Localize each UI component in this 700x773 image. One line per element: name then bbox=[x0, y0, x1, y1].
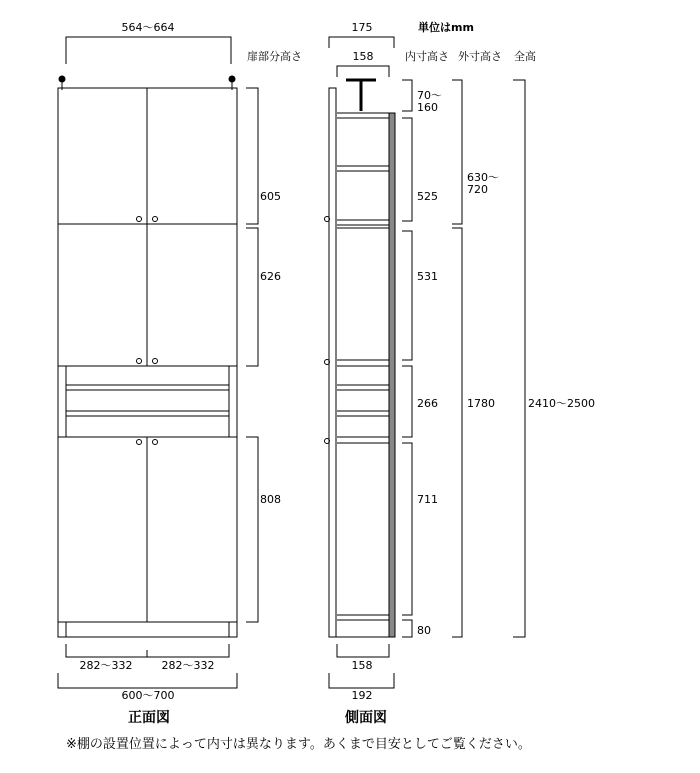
door-knob bbox=[153, 359, 158, 364]
front-bottom-width-right: 282〜332 bbox=[161, 659, 215, 672]
inner-height-bracket bbox=[402, 80, 412, 111]
unit-label: 単位はmm bbox=[418, 21, 474, 34]
front-view bbox=[58, 37, 258, 688]
inner-height-bracket bbox=[402, 443, 412, 615]
inner-height-711: 711 bbox=[417, 493, 438, 506]
door-height-bracket-808 bbox=[246, 437, 258, 622]
bottom-outer-depth-bracket bbox=[329, 673, 394, 688]
side-view bbox=[325, 37, 526, 688]
inner-height-bracket bbox=[402, 366, 412, 437]
door-height-bracket-605 bbox=[246, 88, 258, 224]
side-bottom-outer-depth: 192 bbox=[351, 689, 373, 702]
back-panel bbox=[389, 113, 395, 637]
front-overall-width: 600〜700 bbox=[121, 689, 175, 702]
door-height-bracket-626 bbox=[246, 228, 258, 366]
inner-height-80: 80 bbox=[417, 624, 431, 637]
outer-height-1780: 1780 bbox=[467, 397, 495, 410]
top-outer-depth-bracket bbox=[329, 37, 394, 48]
side-top-outer-depth: 175 bbox=[351, 21, 373, 34]
total-height-header: 全高 bbox=[514, 50, 536, 63]
door-knob bbox=[137, 359, 142, 364]
door-height-626: 626 bbox=[260, 270, 281, 283]
total-height-bracket bbox=[513, 80, 525, 637]
outer-height-top: 630〜 720 bbox=[467, 171, 499, 196]
bottom-inner-depth-bracket bbox=[337, 644, 389, 657]
inner-height-top: 70〜 160 bbox=[417, 89, 442, 114]
door-height-605: 605 bbox=[260, 190, 281, 203]
outer-height-bracket bbox=[452, 228, 462, 637]
inner-height-266: 266 bbox=[417, 397, 438, 410]
footnote: ※棚の設置位置によって内寸は異なります。あくまで目安としてご覧ください。 bbox=[66, 737, 531, 752]
side-view-caption: 側面図 bbox=[345, 710, 387, 726]
top-width-bracket bbox=[66, 37, 231, 64]
inner-height-531: 531 bbox=[417, 270, 438, 283]
front-top-width-label: 564〜664 bbox=[121, 21, 175, 34]
inner-height-bracket bbox=[402, 231, 412, 360]
outer-height-header: 外寸高さ bbox=[458, 50, 502, 63]
inner-height-bracket bbox=[402, 620, 412, 637]
door-height-808: 808 bbox=[260, 493, 281, 506]
door-height-header: 扉部分高さ bbox=[247, 50, 302, 63]
total-height: 2410〜2500 bbox=[528, 397, 595, 410]
tension-pole-knob-left bbox=[59, 76, 65, 82]
door-knob bbox=[153, 440, 158, 445]
tension-pole-knob-right bbox=[229, 76, 235, 82]
side-top-inner-depth: 158 bbox=[352, 50, 374, 63]
side-door-panel bbox=[329, 88, 336, 637]
door-knob bbox=[137, 217, 142, 222]
front-view-caption: 正面図 bbox=[128, 710, 170, 726]
front-bottom-width-left: 282〜332 bbox=[79, 659, 133, 672]
door-knob bbox=[137, 440, 142, 445]
inner-height-header: 内寸高さ bbox=[405, 50, 449, 63]
outer-height-bracket bbox=[452, 80, 462, 224]
overall-width-bracket bbox=[58, 673, 237, 688]
top-inner-depth-bracket bbox=[337, 66, 389, 77]
inner-height-bracket bbox=[402, 118, 412, 221]
door-knob bbox=[153, 217, 158, 222]
inner-height-525: 525 bbox=[417, 190, 438, 203]
side-bottom-inner-depth: 158 bbox=[351, 659, 373, 672]
